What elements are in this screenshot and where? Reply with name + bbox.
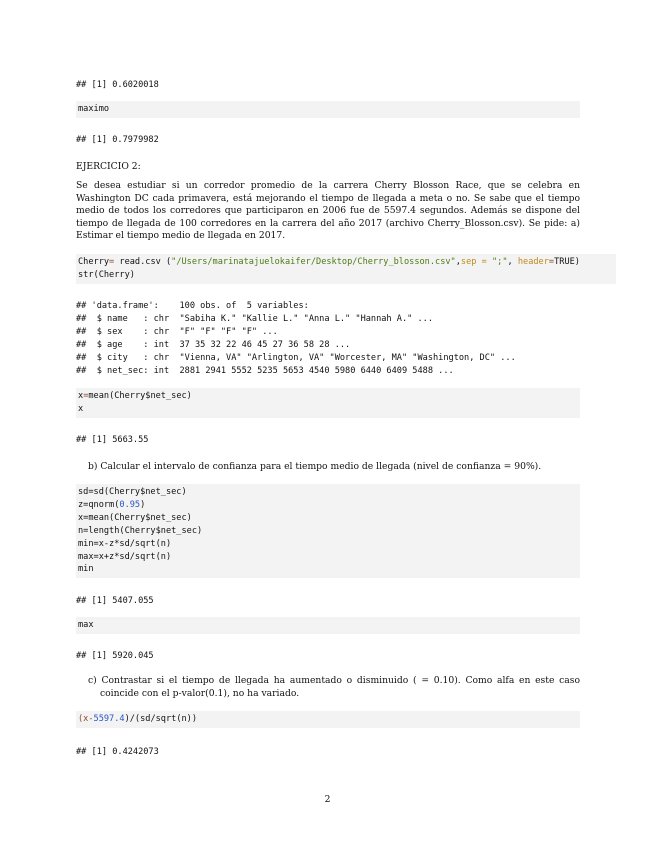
code-string: ";" — [491, 257, 508, 267]
exercise-2-statement: Se desea estudiar si un corredor promedio de la carrera Cherry Blosson Race, que se celebra en Washington DC cada primavera, está mejorando el tiempo de llegada a meta o no. Se sabe que el tiempo medio de todos los corredores que participaron en 2006 fue de 5597.4 segundos. Además se dispone del tiempo de llegada de 100 corredores en la carrera del año 2017 (archivo Cherry_Blosson.csv). Se pide: a) Estimar el tiempo medio de llegada en 2017. — [76, 180, 580, 242]
output-max: ## [1] 5920.045 — [76, 651, 154, 661]
code-token: ) — [140, 499, 146, 510]
code-token: = — [83, 391, 89, 401]
code-token: Cherry — [78, 257, 110, 267]
str-output-line: ## 'data.frame': 100 obs. of 5 variables: — [76, 301, 309, 311]
code-token: read.csv ( — [114, 257, 172, 267]
code-token: , — [455, 257, 461, 267]
code-token: = — [109, 257, 115, 267]
code-token: x — [78, 391, 84, 401]
code-chunk-interval — [76, 484, 580, 578]
code-chunk-maximo: maximo — [76, 101, 580, 118]
code-token: min — [78, 564, 94, 575]
code-token: TRUE) — [554, 257, 580, 267]
code-chunk-mean — [76, 388, 580, 418]
output-mean: ## [1] 5663.55 — [76, 435, 149, 445]
str-output-line: ## $ net_sec: int 2881 2941 5552 5235 5653 4540 5980 6440 6409 5488 ... — [76, 365, 454, 376]
code-token: mean(Cherry$net_sec) — [88, 391, 192, 401]
str-output — [76, 300, 580, 377]
code-number: 0.95 — [119, 499, 141, 510]
code-chunk-max: max — [76, 617, 580, 634]
page-number: 2 — [324, 794, 331, 805]
code-token: sd=sd(Cherry$net_sec) — [78, 487, 187, 497]
code-token: z=qnorm( — [78, 499, 120, 510]
code-chunk-read-csv — [76, 254, 616, 284]
code-token: (x- — [78, 714, 94, 724]
code-token: n=length(Cherry$net_sec) — [78, 525, 203, 536]
output-statistic: ## [1] 0.4242073 — [76, 747, 159, 757]
exercise-2-heading: EJERCICIO 2: — [76, 161, 141, 172]
item-c: c) Contrastar si el tiempo de llegada ha aumentado o disminuido ( = 0.10). Como alfa en este caso coincide con el p-valor(0.1), no ha variado. — [88, 675, 580, 699]
code-token: x — [78, 403, 84, 414]
str-output-line: ## $ name : chr "Sabiha K." "Kallie L." "Anna L." "Hannah A." ... — [76, 313, 433, 324]
code-token: x=mean(Cherry$net_sec) — [78, 512, 192, 523]
code-token: str(Cherry) — [78, 269, 135, 280]
item-b: b) Calcular el intervalo de confianza para el tiempo medio de llegada (nivel de confianza = 90%). — [88, 461, 542, 472]
str-output-line: ## $ city : chr "Vienna, VA" "Arlington, VA" "Worcester, MA" "Washington, DC" ... — [76, 352, 516, 363]
code-token: min=x-z*sd/sqrt(n) — [78, 538, 172, 549]
output-prob-2: ## [1] 0.7979982 — [76, 135, 159, 145]
code-token: = — [548, 257, 555, 267]
output-min: ## [1] 5407.055 — [76, 596, 154, 606]
code-number: 5597.4 — [93, 714, 125, 724]
output-prob-1: ## [1] 0.6020018 — [76, 80, 159, 90]
code-argument: header — [517, 257, 549, 267]
str-output-line: ## $ age : int 37 35 32 22 46 45 27 36 58 28 ... — [76, 339, 351, 350]
code-token: max=x+z*sd/sqrt(n) — [78, 551, 172, 562]
str-output-line: ## $ sex : chr "F" "F" "F" "F" ... — [76, 326, 278, 337]
code-token: , — [507, 257, 518, 267]
code-string: "/Users/marinatajuelokaifer/Desktop/Cherry_blosson.csv" — [171, 257, 456, 267]
code-token: )/(sd/sqrt(n)) — [124, 714, 198, 724]
code-argument: sep = — [460, 257, 492, 267]
code-chunk-test — [76, 711, 580, 728]
